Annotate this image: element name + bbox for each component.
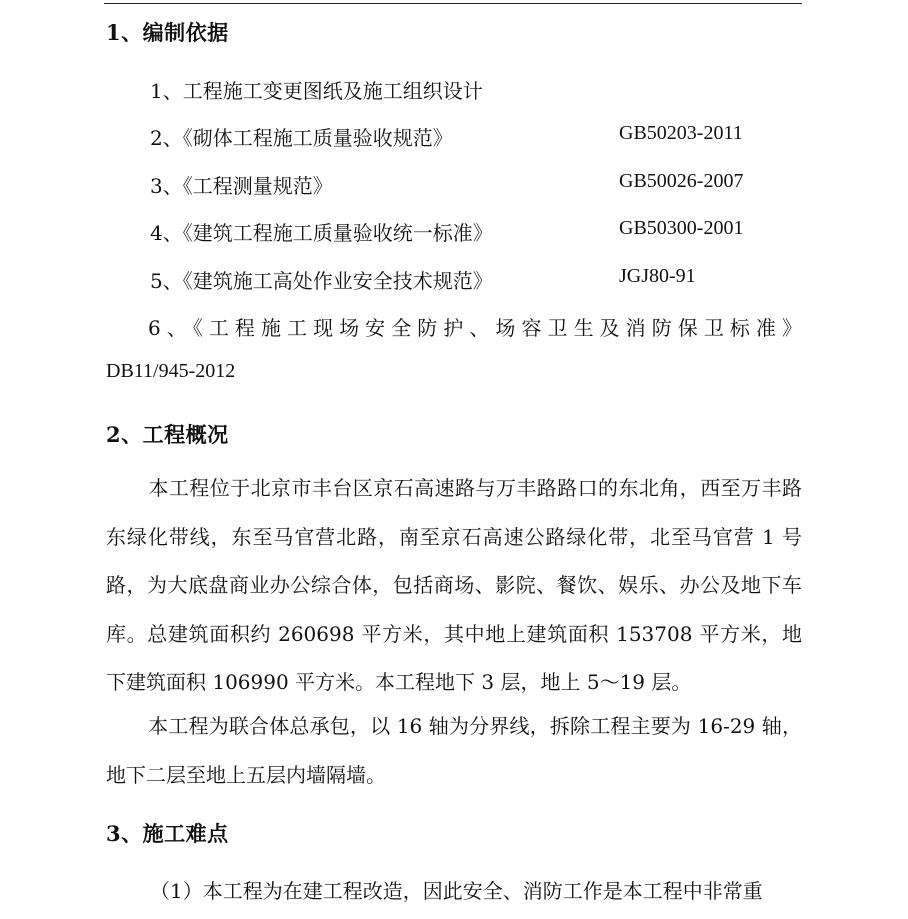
section-2-heading: 2、工程概况 <box>106 422 229 447</box>
top-divider <box>104 3 802 4</box>
section-1-heading: 1、编制依据 <box>106 20 229 45</box>
section-3-heading: 3、施工难点 <box>106 821 229 846</box>
reference-item-4: 4、《建筑工程施工质量验收统一标准》 <box>150 221 493 245</box>
project-overview-paragraph-2-text: 本工程为联合体总承包，以 16 轴为分界线，拆除工程主要为 16-29 轴，地下二层至地上五层内墙隔墙。 <box>106 714 802 787</box>
reference-item-5: 5、《建筑施工高处作业安全技术规范》 <box>150 269 493 293</box>
reference-item-3-code: GB50026-2007 <box>619 170 744 192</box>
reference-item-1: 1、工程施工变更图纸及施工组织设计 <box>150 79 483 103</box>
reference-item-3: 3、《工程测量规范》 <box>150 174 333 198</box>
project-overview-paragraph-1-text: 本工程位于北京市丰台区京石高速路与万丰路路口的东北角，西至万丰路东绿化带线，东至马官营北路，南至京石高速公路绿化带，北至马官营 1 号路，为大底盘商业办公综合体，包括商场、影院、餐饮、娱乐、办公及地下车库。总建筑面积约 260698 平方米，其中地上建筑面积 153708 平方米，地下建筑面积 106990 平方米。本工程地下 3 层，地上 5～19 层。 <box>106 476 802 694</box>
reference-item-2: 2、《砌体工程施工质量验收规范》 <box>150 126 453 150</box>
project-overview-paragraph-2 <box>106 702 802 799</box>
reference-item-6-code: DB11/945-2012 <box>106 360 236 382</box>
reference-item-5-code: JGJ80-91 <box>619 265 696 287</box>
project-overview-paragraph-1 <box>106 464 802 707</box>
reference-item-2-code: GB50203-2011 <box>619 122 743 144</box>
construction-difficulty-item-1: （1）本工程为在建工程改造，因此安全、消防工作是本工程中非常重 <box>150 879 763 903</box>
reference-item-4-code: GB50300-2001 <box>619 217 744 239</box>
reference-item-6: 6、《工程施工现场安全防护、场容卫生及消防保卫标准》 <box>148 316 802 340</box>
